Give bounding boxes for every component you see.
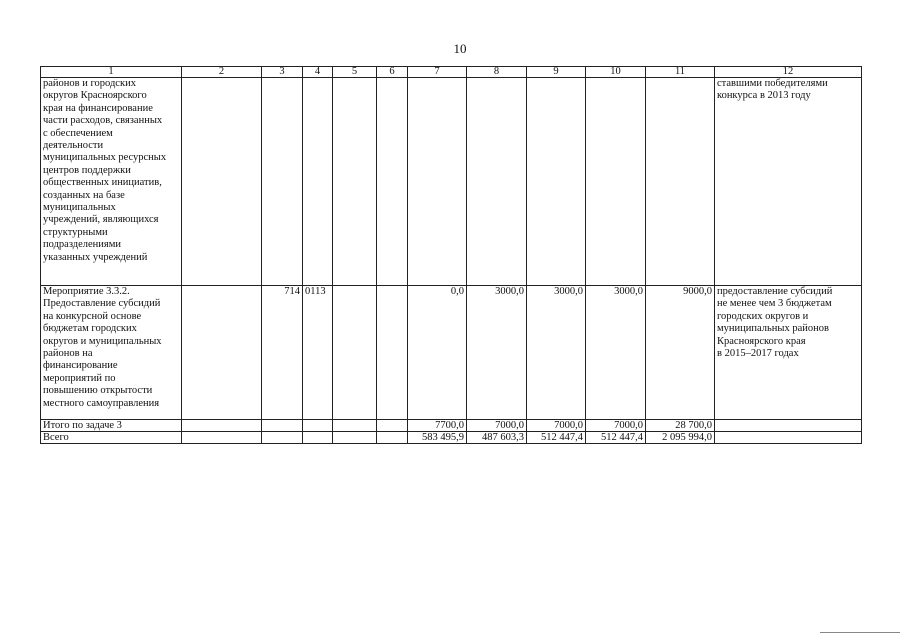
value-cell: 9000,0 bbox=[646, 286, 715, 420]
text-line: подразделениями bbox=[43, 239, 122, 251]
text-line: с обеспечением bbox=[43, 127, 113, 139]
empty-cell bbox=[377, 78, 408, 286]
value-cell: 583 495,9 bbox=[408, 432, 467, 444]
text-line: Предоставление субсидий bbox=[43, 298, 161, 310]
text-line: местного самоуправления bbox=[43, 397, 160, 409]
grbs-code-cell: 714 bbox=[262, 286, 303, 420]
empty-cell bbox=[377, 420, 408, 432]
column-header: 8 bbox=[467, 67, 527, 78]
page-number: 10 bbox=[453, 41, 467, 56]
value-cell: 3000,0 bbox=[586, 286, 646, 420]
value-cell: 7000,0 bbox=[467, 420, 527, 432]
value-cell: 512 447,4 bbox=[527, 432, 586, 444]
text-line: округов Красноярского bbox=[43, 90, 147, 102]
scan-edge-mark bbox=[820, 632, 900, 633]
total-label: Всего bbox=[41, 432, 182, 444]
measure-description-cell bbox=[41, 78, 182, 286]
empty-cell bbox=[262, 78, 303, 286]
value-cell: 28 700,0 bbox=[646, 420, 715, 432]
text-line: муниципальных районов bbox=[717, 323, 829, 335]
text-line: районов и городских bbox=[43, 78, 136, 89]
text-line: Мероприятие 3.3.2. bbox=[43, 286, 130, 297]
empty-cell bbox=[182, 286, 262, 420]
empty-cell bbox=[715, 432, 862, 444]
value-cell: 3000,0 bbox=[527, 286, 586, 420]
empty-cell bbox=[182, 420, 262, 432]
column-header: 6 bbox=[377, 67, 408, 78]
column-header: 7 bbox=[408, 67, 467, 78]
text-line: структурными bbox=[43, 226, 108, 238]
empty-cell bbox=[262, 420, 303, 432]
empty-cell bbox=[303, 78, 333, 286]
empty-cell bbox=[182, 432, 262, 444]
value-cell: 3000,0 bbox=[467, 286, 527, 420]
text-line: бюджетам городских bbox=[43, 323, 137, 335]
empty-cell bbox=[527, 78, 586, 286]
text-line: общественных инициатив, bbox=[43, 177, 162, 189]
empty-cell bbox=[377, 286, 408, 420]
value-cell: 7700,0 bbox=[408, 420, 467, 432]
text-line: районов на bbox=[43, 348, 93, 360]
empty-cell bbox=[333, 286, 377, 420]
section-code-cell: 0113 bbox=[303, 286, 333, 420]
text-line: муниципальных ресурсных bbox=[43, 152, 167, 164]
column-header: 1 bbox=[41, 67, 182, 78]
value-cell: 7000,0 bbox=[586, 420, 646, 432]
empty-cell bbox=[377, 432, 408, 444]
value-cell: 512 447,4 bbox=[586, 432, 646, 444]
text-line: в 2015–2017 годах bbox=[717, 348, 799, 360]
empty-cell bbox=[303, 420, 333, 432]
text-line: городских округов и bbox=[717, 310, 809, 322]
text-line: края на финансирование bbox=[43, 102, 153, 114]
column-header: 2 bbox=[182, 67, 262, 78]
text-line: предоставление субсидий bbox=[717, 286, 833, 297]
measure-description-cell bbox=[41, 286, 182, 420]
budget-table bbox=[40, 66, 862, 444]
result-description-cell bbox=[715, 286, 862, 420]
result-description-cell bbox=[715, 78, 862, 286]
text-line: не менее чем 3 бюджетам bbox=[717, 298, 832, 310]
table-row-measure-3-3-2 bbox=[41, 286, 862, 420]
text-line: повышению открытости bbox=[43, 385, 153, 397]
empty-cell bbox=[586, 78, 646, 286]
column-header: 11 bbox=[646, 67, 715, 78]
value-cell: 487 603,3 bbox=[467, 432, 527, 444]
empty-cell bbox=[646, 78, 715, 286]
empty-cell bbox=[182, 78, 262, 286]
text-line: на конкурсной основе bbox=[43, 310, 142, 322]
empty-cell bbox=[408, 78, 467, 286]
text-line: учреждений, являющихся bbox=[43, 214, 159, 226]
table-row-task-total bbox=[41, 420, 862, 432]
column-header: 10 bbox=[586, 67, 646, 78]
text-line: округов и муниципальных bbox=[43, 335, 162, 347]
empty-cell bbox=[262, 432, 303, 444]
text-line: части расходов, связанных bbox=[43, 115, 163, 127]
empty-cell bbox=[467, 78, 527, 286]
header-row bbox=[41, 67, 862, 78]
column-header: 9 bbox=[527, 67, 586, 78]
value-cell: 0,0 bbox=[408, 286, 467, 420]
text-line: муниципальных bbox=[43, 202, 116, 214]
column-header: 3 bbox=[262, 67, 303, 78]
empty-cell bbox=[333, 432, 377, 444]
text-line: мероприятий по bbox=[43, 372, 116, 384]
text-line: финансирование bbox=[43, 360, 118, 372]
table-row-grand-total bbox=[41, 432, 862, 444]
total-label: Итого по задаче 3 bbox=[41, 420, 182, 432]
column-header: 5 bbox=[333, 67, 377, 78]
empty-cell bbox=[715, 420, 862, 432]
column-header: 4 bbox=[303, 67, 333, 78]
text-line: созданных на базе bbox=[43, 189, 125, 201]
empty-cell bbox=[333, 78, 377, 286]
empty-cell bbox=[333, 420, 377, 432]
value-cell: 7000,0 bbox=[527, 420, 586, 432]
text-line: конкурса в 2013 году bbox=[717, 90, 811, 102]
text-line: ставшими победителями bbox=[717, 78, 828, 89]
text-line: указанных учреждений bbox=[43, 251, 148, 263]
empty-cell bbox=[303, 432, 333, 444]
text-line: деятельности bbox=[43, 140, 104, 152]
column-header: 12 bbox=[715, 67, 862, 78]
text-line: Красноярского края bbox=[717, 335, 806, 347]
text-line: центров поддержки bbox=[43, 164, 131, 176]
value-cell: 2 095 994,0 bbox=[646, 432, 715, 444]
table-row-continuation bbox=[41, 78, 862, 286]
